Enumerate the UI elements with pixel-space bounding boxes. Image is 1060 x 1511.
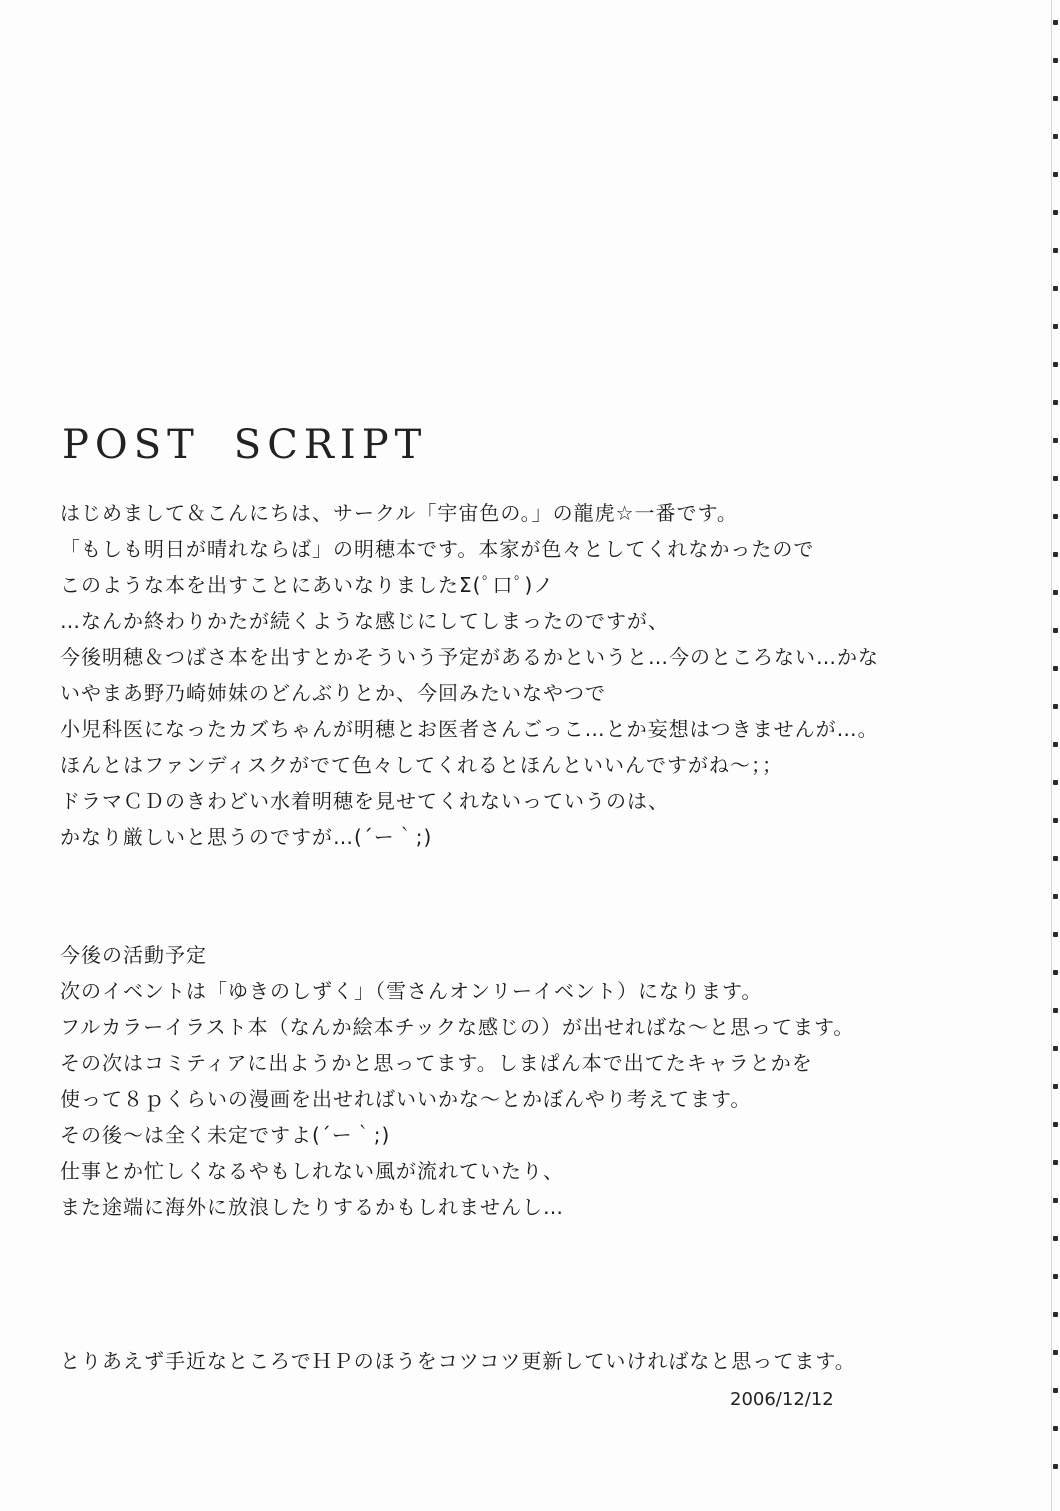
binding-hole — [1053, 362, 1058, 367]
binding-hole — [1053, 1160, 1058, 1165]
binding-hole — [1053, 20, 1058, 25]
binding-hole — [1053, 742, 1058, 747]
binding-hole — [1053, 704, 1058, 709]
binding-hole — [1053, 400, 1058, 405]
binding-hole — [1053, 514, 1058, 519]
title-word-post: POST — [62, 422, 200, 468]
binding-hole — [1053, 1388, 1058, 1393]
greeting-paragraph — [60, 495, 879, 855]
binding-hole — [1053, 1008, 1058, 1013]
text-line: フルカラーイラスト本（なんか絵本チックな感じの）が出せればな～と思ってます。 — [60, 1015, 855, 1039]
binding-hole — [1053, 438, 1058, 443]
binding-hole — [1053, 248, 1058, 253]
binding-hole — [1053, 628, 1058, 633]
text-line: 仕事とか忙しくなるやもしれない風が流れていたり、 — [60, 1159, 564, 1183]
binding-hole — [1053, 1198, 1058, 1203]
text-line: 今後明穂＆つばさ本を出すとかそういう予定があるかというと…今のところない…かな — [60, 645, 879, 669]
page-title — [62, 422, 427, 468]
binding-line — [1051, 0, 1052, 1511]
binding-hole — [1053, 666, 1058, 671]
binding-hole — [1053, 1274, 1058, 1279]
text-line: 使って８ｐくらいの漫画を出せればいいかな～とかぼんやり考えてます。 — [60, 1087, 752, 1111]
text-line: また途端に海外に放浪したりするかもしれませんし… — [60, 1195, 564, 1219]
closing-paragraph — [60, 1343, 856, 1379]
binding-hole — [1053, 780, 1058, 785]
text-line: …なんか終わりかたが続くような感じにしてしまったのですが、 — [60, 609, 669, 633]
binding-hole — [1053, 476, 1058, 481]
date-stamp: 2006/12/12 — [730, 1389, 834, 1410]
title-word-script: SCRIPT — [233, 422, 428, 468]
binding-hole — [1053, 1464, 1058, 1469]
text-line: その後～は全く未定ですよ(´ー｀;) — [60, 1123, 391, 1147]
binding-hole — [1053, 1350, 1058, 1355]
binding-hole — [1053, 970, 1058, 975]
binding-hole — [1053, 590, 1058, 595]
text-line: ほんとはファンディスクがでて色々してくれるとほんといいんですがね～；； — [60, 753, 783, 777]
binding-hole — [1053, 1236, 1058, 1241]
binding-hole — [1053, 134, 1058, 139]
binding-hole — [1053, 552, 1058, 557]
binding-hole — [1053, 1084, 1058, 1089]
binding-hole — [1053, 210, 1058, 215]
binding-hole — [1053, 818, 1058, 823]
binding-hole — [1053, 856, 1058, 861]
binding-hole — [1053, 932, 1058, 937]
text-line: 次のイベントは「ゆきのしずく」（雪さんオンリーイベント）になります。 — [60, 979, 763, 1003]
binding-hole — [1053, 1122, 1058, 1127]
closing-line: とりあえず手近なところでＨＰのほうをコツコツ更新していければなと思ってます。 — [60, 1349, 856, 1373]
text-line: いやまあ野乃崎姉妹のどんぶりとか、今回みたいなやつで — [60, 681, 606, 705]
text-line: 「もしも明日が晴れならば」の明穂本です。本家が色々としてくれなかったので — [60, 537, 815, 561]
binding-hole — [1053, 58, 1058, 63]
text-line: 小児科医になったカズちゃんが明穂とお医者さんごっこ…とか妄想はつきませんが…。 — [60, 717, 879, 741]
binding-hole — [1053, 96, 1058, 101]
text-line: かなり厳しいと思うのですが…(´ー｀;) — [60, 825, 433, 849]
binding-hole — [1053, 1426, 1058, 1431]
text-line: その次はコミティアに出ようかと思ってます。しまぱん本で出てたキャラとかを — [60, 1051, 813, 1075]
section-heading: 今後の活動予定 — [60, 943, 207, 967]
binding-hole — [1053, 172, 1058, 177]
binding-hole — [1053, 894, 1058, 899]
binding-hole — [1053, 1046, 1058, 1051]
binding-hole — [1053, 286, 1058, 291]
binding-hole — [1053, 324, 1058, 329]
binding-edge — [1046, 0, 1060, 1511]
schedule-paragraph — [60, 937, 854, 1225]
text-line: はじめまして＆こんにちは、サークル「宇宙色の。」の龍虎☆一番です。 — [60, 501, 738, 525]
binding-hole — [1053, 1312, 1058, 1317]
text-line: ドラマＣＤのきわどい水着明穂を見せてくれないっていうのは、 — [60, 789, 669, 813]
text-line: このような本を出すことにあいなりましたΣ(ﾟ口ﾟ)ノ — [60, 573, 555, 597]
